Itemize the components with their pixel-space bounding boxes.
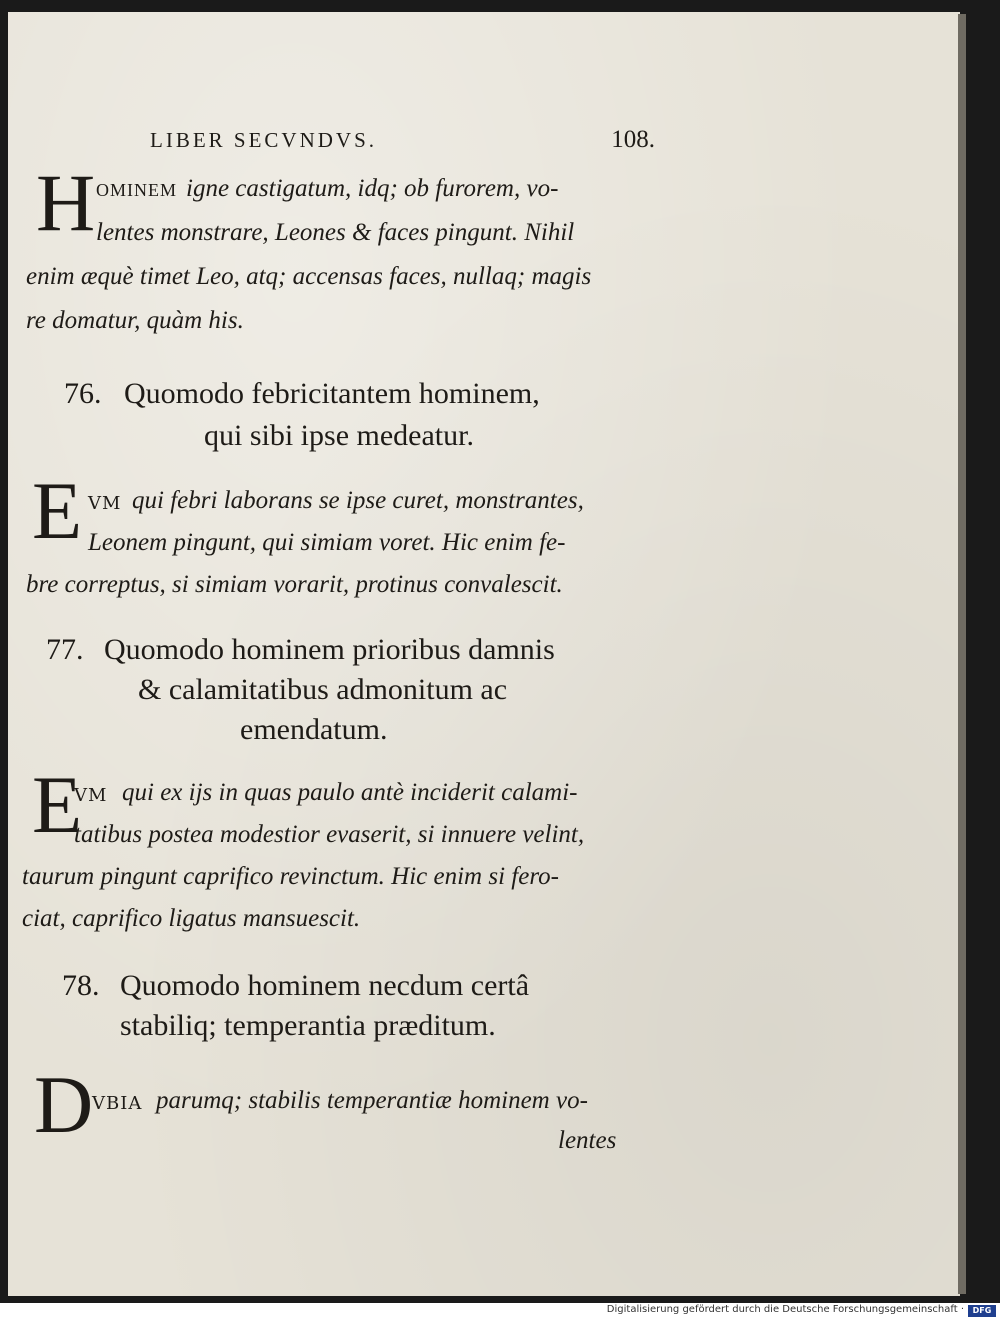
paragraph-line: enim æquè timet Leo, atq; accensas faces, nullaq; magis [26, 263, 592, 290]
paragraph-line: qui ex ijs in quas paulo antè inciderit calami- [122, 779, 578, 806]
heading-number: 78. [62, 969, 100, 1002]
heading-line: stabiliq; temperantia præditum. [120, 1009, 496, 1042]
paragraph-lead-word: OMINEM [96, 180, 177, 200]
paragraph-line: taurum pingunt caprifico revinctum. Hic enim si fero- [22, 863, 559, 890]
heading-number: 77. [46, 633, 84, 666]
paragraph-line: bre correptus, si simiam vorarit, protinus convalescit. [26, 571, 563, 598]
running-head: LIBER SECVNDVS. [150, 128, 378, 152]
drop-cap-h: H [36, 157, 96, 248]
drop-cap-e: E [32, 759, 83, 850]
book-page [8, 12, 960, 1296]
paragraph-line: qui febri laborans se ipse curet, monstrantes, [132, 487, 584, 514]
heading-number: 76. [64, 377, 102, 410]
paragraph-line: Leonem pingunt, qui simiam voret. Hic enim fe- [88, 529, 566, 556]
paragraph-lead-word: VBIA [92, 1093, 143, 1114]
paragraph-line: tatibus postea modestior evaserit, si innuere velint, [74, 821, 585, 848]
drop-cap-d: D [34, 1059, 94, 1150]
paragraph-line: ciat, caprifico ligatus mansuescit. [22, 905, 361, 932]
drop-cap-e: E [32, 465, 83, 556]
heading-line: Quomodo febricitantem hominem, [124, 377, 540, 410]
paragraph-line: lentes monstrare, Leones & faces pingunt. Nihil [96, 219, 575, 246]
page-number: 108. [611, 126, 655, 153]
heading-line: Quomodo hominem prioribus damnis [104, 633, 555, 666]
paragraph-line: re domatur, quàm his. [26, 307, 244, 334]
heading-line: Quomodo hominem necdum certâ [120, 969, 530, 1002]
page-edge-shadow [958, 14, 966, 1294]
heading-line: emendatum. [240, 713, 388, 746]
heading-line: qui sibi ipse medeatur. [204, 419, 474, 452]
paragraph-lead-word: VM [88, 493, 122, 514]
paragraph-line: parumq; stabilis temperantiæ hominem vo- [156, 1087, 588, 1114]
heading-line: & calamitatibus admonitum ac [138, 673, 508, 706]
paragraph-line: igne castigatum, idq; ob furorem, vo- [186, 175, 559, 202]
paragraph-line: lentes [558, 1127, 617, 1154]
digitization-credit: Digitalisierung gefördert durch die Deutsche Forschungsgemeinschaft · [606, 1304, 964, 1315]
dfg-logo: DFG [968, 1305, 996, 1317]
page-header [150, 128, 655, 160]
paragraph-lead-word: VM [74, 785, 108, 806]
